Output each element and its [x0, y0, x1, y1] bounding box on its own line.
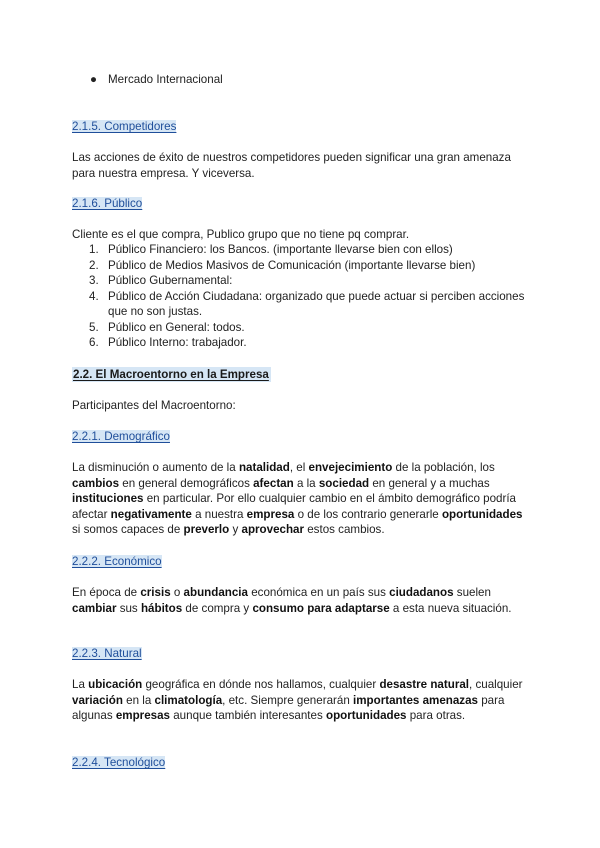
bold-term: consumo para adaptarse: [252, 601, 390, 615]
text-run: económica en un país sus: [247, 586, 390, 599]
publico-list-item: [72, 335, 532, 351]
text-run: a nuestra: [191, 507, 247, 521]
text-run: para otras.: [406, 709, 466, 722]
text-run: estos cambios.: [304, 523, 385, 536]
bold-term: aprovechar: [241, 523, 305, 536]
list-item-number: 2.: [89, 258, 99, 272]
economico-paragraph: [72, 585, 532, 616]
competidores-paragraph: Las acciones de éxito de nuestros competidores pueden significar una gran amenaza para nuestra empresa. Y viceversa.: [72, 151, 511, 180]
text-run: en particular. Por ello cualquier cambio en el ámbito demográfico podría afectar: [72, 492, 517, 521]
bold-term: variación: [72, 693, 123, 707]
text-run: si somos capaces de: [72, 523, 184, 536]
list-item-text: Público de Medios Masivos de Comunicación (importante llevarse bien): [108, 258, 476, 272]
bullet-item: Mercado Internacional: [108, 73, 223, 86]
text-run: o de los contrario generarle: [294, 507, 442, 521]
text-run: En época de: [72, 586, 141, 599]
publico-list-item: [72, 320, 532, 336]
publico-list: [72, 242, 532, 351]
bold-term: natalidad: [238, 461, 290, 474]
bold-term: desastre natural: [379, 678, 470, 691]
bold-term: preverlo: [183, 523, 230, 536]
text-run: aunque también interesantes: [170, 709, 326, 722]
text-run: a esta nueva situación.: [389, 601, 512, 615]
demografico-paragraph: [72, 460, 532, 538]
publico-list-item: [72, 273, 532, 289]
section-heading-natural[interactable]: 2.2.3. Natural: [72, 647, 142, 660]
bold-term: instituciones: [72, 492, 144, 505]
bold-term: oportunidades: [441, 507, 523, 521]
bold-term: abundancia: [183, 586, 248, 599]
bold-term: ubicación: [88, 678, 143, 691]
publico-list-item: [72, 242, 532, 258]
list-item-text: Público en General: todos.: [108, 320, 245, 334]
text-run: , el: [289, 461, 309, 474]
list-item-text: Público Financiero: los Bancos. (importante llevarse bien con ellos): [108, 243, 453, 256]
text-run: geográfica en dónde nos hallamos, cualquier: [142, 678, 380, 691]
bold-term: cambios: [72, 476, 120, 490]
text-run: y: [229, 523, 242, 536]
section-heading-demografico[interactable]: 2.2.1. Demográfico: [72, 430, 170, 443]
section-heading-tecnologico[interactable]: 2.2.4. Tecnológico: [72, 756, 166, 769]
text-run: La: [72, 678, 89, 691]
bold-term: crisis: [140, 586, 171, 599]
publico-list-item: [72, 258, 532, 274]
publico-list-item: [72, 289, 532, 320]
bold-term: ciudadanos: [389, 586, 454, 599]
list-item-text: Público Interno: trabajador.: [108, 336, 247, 349]
natural-paragraph: [72, 677, 532, 724]
list-item-number: 5.: [89, 320, 99, 334]
text-run: de compra y: [182, 601, 253, 615]
list-item-number: 1.: [89, 243, 99, 256]
list-item-number: 6.: [89, 336, 99, 349]
bold-term: afectan: [253, 476, 294, 490]
text-run: , cualquier: [469, 678, 523, 691]
text-run: en la: [122, 693, 155, 707]
section-heading-macroentorno[interactable]: 2.2. El Macroentorno en la Empresa: [73, 368, 269, 381]
text-run: La disminución o aumento de la: [72, 461, 239, 474]
text-run: , etc. Siempre generarán: [222, 693, 353, 707]
bold-term: importantes amenazas: [353, 693, 479, 707]
list-item-text: Público Gubernamental:: [108, 274, 233, 287]
bold-term: oportunidades: [325, 709, 407, 722]
bold-term: negativamente: [110, 507, 192, 521]
publico-intro: Cliente es el que compra, Publico grupo que no tiene pq comprar.: [72, 228, 410, 241]
macroentorno-intro: Participantes del Macroentorno:: [72, 399, 236, 412]
section-heading-economico[interactable]: 2.2.2. Económico: [72, 555, 162, 568]
list-item-number: 4.: [89, 289, 99, 303]
text-run: para algunas: [72, 693, 505, 722]
section-heading-publico[interactable]: 2.1.6. Público: [72, 197, 143, 210]
text-run: o: [170, 586, 184, 599]
text-run: a la: [293, 476, 319, 490]
bold-term: climatología: [154, 693, 223, 707]
list-item-number: 3.: [89, 274, 99, 287]
bold-term: empresas: [115, 709, 170, 722]
bold-term: sociedad: [318, 476, 370, 490]
bold-term: cambiar: [72, 601, 117, 615]
text-run: suelen: [453, 586, 491, 599]
text-run: en general y a muchas: [369, 476, 490, 490]
bold-term: empresa: [246, 507, 295, 521]
text-run: sus: [116, 601, 141, 615]
list-item-text: Público de Acción Ciudadana: organizado que puede actuar si perciben acciones que no son justas.: [108, 289, 525, 318]
text-run: en general demográficos: [119, 476, 254, 490]
bold-term: envejecimiento: [308, 461, 393, 474]
section-heading-competidores[interactable]: 2.1.5. Competidores: [72, 120, 177, 133]
text-run: de la población, los: [392, 461, 495, 474]
bold-term: hábitos: [140, 601, 183, 615]
bullet-dot: ●: [90, 73, 98, 86]
